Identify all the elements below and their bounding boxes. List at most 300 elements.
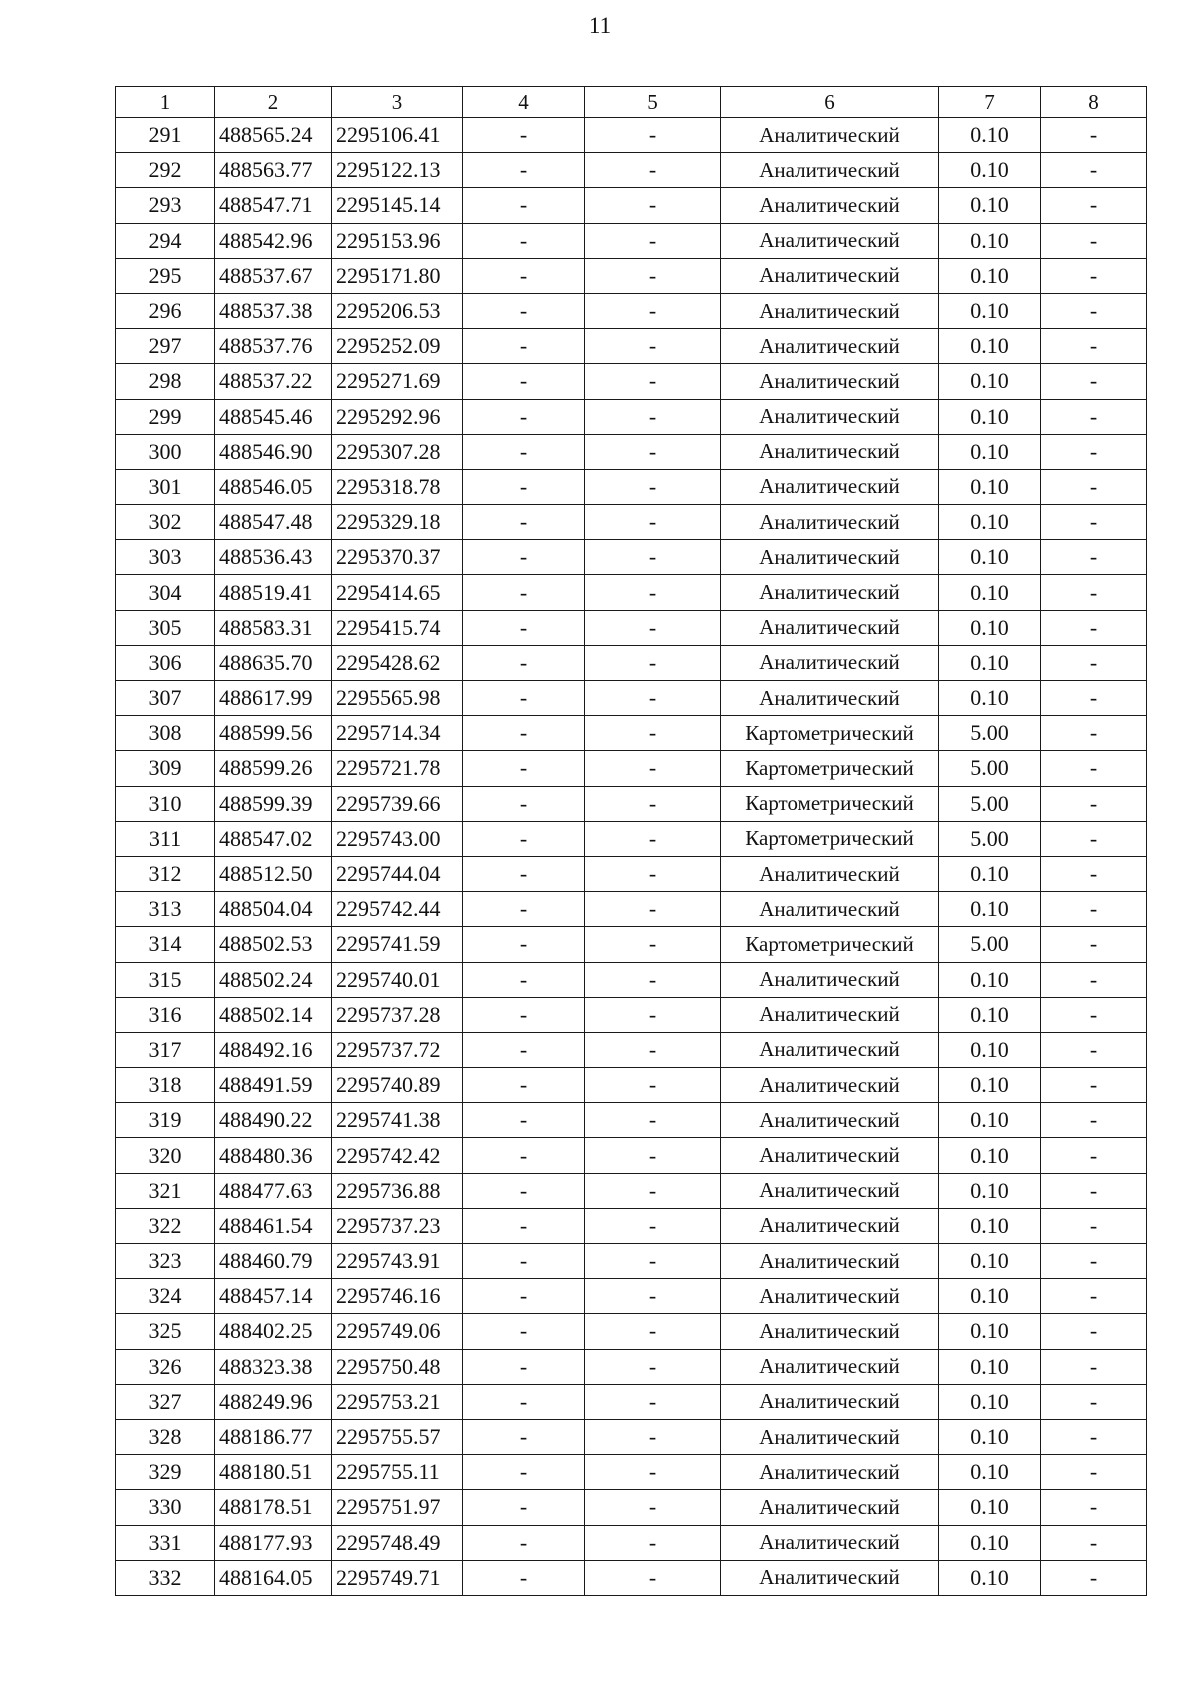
coord-x-cell: 488563.77 <box>215 153 332 188</box>
point-number-cell: 294 <box>116 223 215 258</box>
col5-cell: - <box>585 1138 721 1173</box>
col5-cell: - <box>585 1173 721 1208</box>
accuracy-cell: 0.10 <box>939 505 1041 540</box>
coord-x-cell: 488536.43 <box>215 540 332 575</box>
col4-cell: - <box>463 364 585 399</box>
column-header: 6 <box>721 87 939 118</box>
method-cell: Аналитический <box>721 469 939 504</box>
coord-x-cell: 488565.24 <box>215 118 332 153</box>
table-row <box>116 223 1147 258</box>
coord-y-cell: 2295740.01 <box>332 962 463 997</box>
col4-cell: - <box>463 329 585 364</box>
table-row <box>116 1173 1147 1208</box>
point-number-cell: 328 <box>116 1419 215 1454</box>
coord-y-cell: 2295714.34 <box>332 716 463 751</box>
method-cell: Аналитический <box>721 1455 939 1490</box>
col5-cell: - <box>585 681 721 716</box>
method-cell: Аналитический <box>721 1349 939 1384</box>
point-number-cell: 311 <box>116 821 215 856</box>
coord-x-cell: 488542.96 <box>215 223 332 258</box>
col8-cell: - <box>1041 540 1147 575</box>
point-number-cell: 293 <box>116 188 215 223</box>
table-row <box>116 856 1147 891</box>
method-cell: Аналитический <box>721 399 939 434</box>
method-cell: Аналитический <box>721 293 939 328</box>
point-number-cell: 315 <box>116 962 215 997</box>
col4-cell: - <box>463 540 585 575</box>
col8-cell: - <box>1041 1525 1147 1560</box>
accuracy-cell: 5.00 <box>939 751 1041 786</box>
coord-y-cell: 2295749.71 <box>332 1560 463 1595</box>
coord-y-cell: 2295739.66 <box>332 786 463 821</box>
col5-cell: - <box>585 1525 721 1560</box>
col4-cell: - <box>463 1314 585 1349</box>
coord-y-cell: 2295753.21 <box>332 1384 463 1419</box>
coord-y-cell: 2295749.06 <box>332 1314 463 1349</box>
col5-cell: - <box>585 153 721 188</box>
point-number-cell: 323 <box>116 1244 215 1279</box>
point-number-cell: 322 <box>116 1208 215 1243</box>
col5-cell: - <box>585 1314 721 1349</box>
col4-cell: - <box>463 188 585 223</box>
table-row <box>116 1208 1147 1243</box>
accuracy-cell: 0.10 <box>939 329 1041 364</box>
col8-cell: - <box>1041 223 1147 258</box>
col5-cell: - <box>585 786 721 821</box>
column-header: 1 <box>116 87 215 118</box>
table-row <box>116 293 1147 328</box>
column-header: 7 <box>939 87 1041 118</box>
col8-cell: - <box>1041 434 1147 469</box>
accuracy-cell: 5.00 <box>939 716 1041 751</box>
accuracy-cell: 0.10 <box>939 1244 1041 1279</box>
col4-cell: - <box>463 786 585 821</box>
point-number-cell: 308 <box>116 716 215 751</box>
accuracy-cell: 0.10 <box>939 1068 1041 1103</box>
coord-y-cell: 2295428.62 <box>332 645 463 680</box>
method-cell: Аналитический <box>721 1173 939 1208</box>
table-row <box>116 1244 1147 1279</box>
col4-cell: - <box>463 1419 585 1454</box>
table-row <box>116 821 1147 856</box>
point-number-cell: 302 <box>116 505 215 540</box>
column-header: 4 <box>463 87 585 118</box>
coord-y-cell: 2295153.96 <box>332 223 463 258</box>
point-number-cell: 291 <box>116 118 215 153</box>
table-row <box>116 1314 1147 1349</box>
accuracy-cell: 0.10 <box>939 1279 1041 1314</box>
col8-cell: - <box>1041 1208 1147 1243</box>
point-number-cell: 332 <box>116 1560 215 1595</box>
col8-cell: - <box>1041 786 1147 821</box>
method-cell: Аналитический <box>721 258 939 293</box>
table-row <box>116 258 1147 293</box>
col8-cell: - <box>1041 1032 1147 1067</box>
table-row <box>116 1419 1147 1454</box>
table-row <box>116 1068 1147 1103</box>
accuracy-cell: 0.10 <box>939 118 1041 153</box>
point-number-cell: 320 <box>116 1138 215 1173</box>
point-number-cell: 331 <box>116 1525 215 1560</box>
column-header: 5 <box>585 87 721 118</box>
col4-cell: - <box>463 892 585 927</box>
point-number-cell: 317 <box>116 1032 215 1067</box>
coord-x-cell: 488599.56 <box>215 716 332 751</box>
method-cell: Аналитический <box>721 223 939 258</box>
accuracy-cell: 0.10 <box>939 223 1041 258</box>
coord-x-cell: 488186.77 <box>215 1419 332 1454</box>
coord-y-cell: 2295122.13 <box>332 153 463 188</box>
col4-cell: - <box>463 681 585 716</box>
col5-cell: - <box>585 469 721 504</box>
col4-cell: - <box>463 575 585 610</box>
coord-y-cell: 2295755.57 <box>332 1419 463 1454</box>
table-row <box>116 997 1147 1032</box>
point-number-cell: 319 <box>116 1103 215 1138</box>
table-row <box>116 962 1147 997</box>
point-number-cell: 321 <box>116 1173 215 1208</box>
col8-cell: - <box>1041 364 1147 399</box>
coord-y-cell: 2295750.48 <box>332 1349 463 1384</box>
coord-y-cell: 2295743.00 <box>332 821 463 856</box>
coord-y-cell: 2295737.72 <box>332 1032 463 1067</box>
accuracy-cell: 0.10 <box>939 1208 1041 1243</box>
col8-cell: - <box>1041 1244 1147 1279</box>
col4-cell: - <box>463 223 585 258</box>
accuracy-cell: 0.10 <box>939 469 1041 504</box>
col5-cell: - <box>585 505 721 540</box>
coord-x-cell: 488249.96 <box>215 1384 332 1419</box>
col8-cell: - <box>1041 1173 1147 1208</box>
coord-x-cell: 488480.36 <box>215 1138 332 1173</box>
coord-y-cell: 2295751.97 <box>332 1490 463 1525</box>
table-row <box>116 892 1147 927</box>
column-header: 8 <box>1041 87 1147 118</box>
accuracy-cell: 0.10 <box>939 258 1041 293</box>
col4-cell: - <box>463 1349 585 1384</box>
col5-cell: - <box>585 821 721 856</box>
table-row <box>116 1032 1147 1067</box>
coord-y-cell: 2295292.96 <box>332 399 463 434</box>
col8-cell: - <box>1041 892 1147 927</box>
col8-cell: - <box>1041 821 1147 856</box>
coord-x-cell: 488512.50 <box>215 856 332 891</box>
col4-cell: - <box>463 997 585 1032</box>
point-number-cell: 305 <box>116 610 215 645</box>
col8-cell: - <box>1041 681 1147 716</box>
coord-x-cell: 488545.46 <box>215 399 332 434</box>
col4-cell: - <box>463 1384 585 1419</box>
col5-cell: - <box>585 997 721 1032</box>
col8-cell: - <box>1041 1349 1147 1384</box>
accuracy-cell: 0.10 <box>939 1419 1041 1454</box>
col5-cell: - <box>585 434 721 469</box>
accuracy-cell: 0.10 <box>939 575 1041 610</box>
point-number-cell: 304 <box>116 575 215 610</box>
table-row <box>116 399 1147 434</box>
col8-cell: - <box>1041 1138 1147 1173</box>
point-number-cell: 326 <box>116 1349 215 1384</box>
accuracy-cell: 0.10 <box>939 1032 1041 1067</box>
accuracy-cell: 0.10 <box>939 892 1041 927</box>
coord-x-cell: 488546.90 <box>215 434 332 469</box>
method-cell: Аналитический <box>721 892 939 927</box>
col4-cell: - <box>463 1068 585 1103</box>
col5-cell: - <box>585 1455 721 1490</box>
method-cell: Аналитический <box>721 118 939 153</box>
accuracy-cell: 0.10 <box>939 153 1041 188</box>
method-cell: Аналитический <box>721 329 939 364</box>
col5-cell: - <box>585 1490 721 1525</box>
accuracy-cell: 5.00 <box>939 821 1041 856</box>
method-cell: Аналитический <box>721 1314 939 1349</box>
accuracy-cell: 5.00 <box>939 786 1041 821</box>
method-cell: Аналитический <box>721 153 939 188</box>
col4-cell: - <box>463 505 585 540</box>
method-cell: Аналитический <box>721 188 939 223</box>
coord-y-cell: 2295742.44 <box>332 892 463 927</box>
coord-x-cell: 488164.05 <box>215 1560 332 1595</box>
coord-x-cell: 488504.04 <box>215 892 332 927</box>
method-cell: Аналитический <box>721 1138 939 1173</box>
coord-y-cell: 2295307.28 <box>332 434 463 469</box>
method-cell: Аналитический <box>721 681 939 716</box>
point-number-cell: 324 <box>116 1279 215 1314</box>
accuracy-cell: 0.10 <box>939 1384 1041 1419</box>
accuracy-cell: 0.10 <box>939 399 1041 434</box>
accuracy-cell: 0.10 <box>939 1103 1041 1138</box>
col4-cell: - <box>463 293 585 328</box>
point-number-cell: 316 <box>116 997 215 1032</box>
method-cell: Аналитический <box>721 434 939 469</box>
table-row <box>116 751 1147 786</box>
coord-y-cell: 2295271.69 <box>332 364 463 399</box>
point-number-cell: 318 <box>116 1068 215 1103</box>
method-cell: Аналитический <box>721 1208 939 1243</box>
point-number-cell: 292 <box>116 153 215 188</box>
coord-y-cell: 2295746.16 <box>332 1279 463 1314</box>
col8-cell: - <box>1041 575 1147 610</box>
coord-y-cell: 2295743.91 <box>332 1244 463 1279</box>
col5-cell: - <box>585 962 721 997</box>
point-number-cell: 307 <box>116 681 215 716</box>
accuracy-cell: 0.10 <box>939 1314 1041 1349</box>
col8-cell: - <box>1041 1455 1147 1490</box>
accuracy-cell: 0.10 <box>939 1173 1041 1208</box>
coord-y-cell: 2295748.49 <box>332 1525 463 1560</box>
table-row <box>116 118 1147 153</box>
accuracy-cell: 0.10 <box>939 1455 1041 1490</box>
col4-cell: - <box>463 821 585 856</box>
coord-y-cell: 2295318.78 <box>332 469 463 504</box>
col5-cell: - <box>585 716 721 751</box>
table-row <box>116 1138 1147 1173</box>
col4-cell: - <box>463 153 585 188</box>
table-row <box>116 927 1147 962</box>
coord-x-cell: 488617.99 <box>215 681 332 716</box>
col4-cell: - <box>463 645 585 680</box>
table-row <box>116 469 1147 504</box>
coord-x-cell: 488491.59 <box>215 1068 332 1103</box>
column-header: 2 <box>215 87 332 118</box>
coord-x-cell: 488502.53 <box>215 927 332 962</box>
col8-cell: - <box>1041 1384 1147 1419</box>
col4-cell: - <box>463 118 585 153</box>
coord-x-cell: 488599.26 <box>215 751 332 786</box>
accuracy-cell: 0.10 <box>939 610 1041 645</box>
col5-cell: - <box>585 927 721 962</box>
table-row <box>116 1349 1147 1384</box>
coord-x-cell: 488402.25 <box>215 1314 332 1349</box>
col4-cell: - <box>463 610 585 645</box>
coord-x-cell: 488323.38 <box>215 1349 332 1384</box>
col5-cell: - <box>585 1032 721 1067</box>
col4-cell: - <box>463 751 585 786</box>
coord-x-cell: 488477.63 <box>215 1173 332 1208</box>
col5-cell: - <box>585 258 721 293</box>
method-cell: Аналитический <box>721 1103 939 1138</box>
col4-cell: - <box>463 434 585 469</box>
page-number: 11 <box>588 13 612 38</box>
point-number-cell: 298 <box>116 364 215 399</box>
col4-cell: - <box>463 716 585 751</box>
col4-cell: - <box>463 1279 585 1314</box>
method-cell: Аналитический <box>721 997 939 1032</box>
point-number-cell: 314 <box>116 927 215 962</box>
accuracy-cell: 0.10 <box>939 962 1041 997</box>
col5-cell: - <box>585 329 721 364</box>
point-number-cell: 297 <box>116 329 215 364</box>
accuracy-cell: 0.10 <box>939 1525 1041 1560</box>
point-number-cell: 329 <box>116 1455 215 1490</box>
col8-cell: - <box>1041 153 1147 188</box>
method-cell: Аналитический <box>721 1032 939 1067</box>
col5-cell: - <box>585 364 721 399</box>
col5-cell: - <box>585 1384 721 1419</box>
point-number-cell: 312 <box>116 856 215 891</box>
coord-x-cell: 488546.05 <box>215 469 332 504</box>
accuracy-cell: 0.10 <box>939 1490 1041 1525</box>
coord-y-cell: 2295740.89 <box>332 1068 463 1103</box>
coord-y-cell: 2295415.74 <box>332 610 463 645</box>
coord-x-cell: 488599.39 <box>215 786 332 821</box>
coord-x-cell: 488547.02 <box>215 821 332 856</box>
accuracy-cell: 5.00 <box>939 927 1041 962</box>
col8-cell: - <box>1041 927 1147 962</box>
method-cell: Аналитический <box>721 1384 939 1419</box>
table-row <box>116 610 1147 645</box>
col5-cell: - <box>585 856 721 891</box>
coord-y-cell: 2295742.42 <box>332 1138 463 1173</box>
coord-y-cell: 2295744.04 <box>332 856 463 891</box>
col8-cell: - <box>1041 1279 1147 1314</box>
col8-cell: - <box>1041 856 1147 891</box>
point-number-cell: 325 <box>116 1314 215 1349</box>
coord-y-cell: 2295721.78 <box>332 751 463 786</box>
coord-x-cell: 488537.67 <box>215 258 332 293</box>
col5-cell: - <box>585 610 721 645</box>
coord-y-cell: 2295106.41 <box>332 118 463 153</box>
point-number-cell: 303 <box>116 540 215 575</box>
method-cell: Картометрический <box>721 927 939 962</box>
point-number-cell: 306 <box>116 645 215 680</box>
table-row <box>116 540 1147 575</box>
point-number-cell: 299 <box>116 399 215 434</box>
coord-y-cell: 2295329.18 <box>332 505 463 540</box>
col4-cell: - <box>463 1560 585 1595</box>
table-row <box>116 786 1147 821</box>
col4-cell: - <box>463 1103 585 1138</box>
col8-cell: - <box>1041 1419 1147 1454</box>
coord-x-cell: 488178.51 <box>215 1490 332 1525</box>
col4-cell: - <box>463 1208 585 1243</box>
point-number-cell: 300 <box>116 434 215 469</box>
coord-x-cell: 488537.22 <box>215 364 332 399</box>
col4-cell: - <box>463 258 585 293</box>
method-cell: Аналитический <box>721 1490 939 1525</box>
col5-cell: - <box>585 1560 721 1595</box>
col5-cell: - <box>585 223 721 258</box>
col8-cell: - <box>1041 1490 1147 1525</box>
table-row <box>116 505 1147 540</box>
col5-cell: - <box>585 1244 721 1279</box>
col4-cell: - <box>463 399 585 434</box>
table-row <box>116 1560 1147 1595</box>
col4-cell: - <box>463 1455 585 1490</box>
col5-cell: - <box>585 399 721 434</box>
col5-cell: - <box>585 1279 721 1314</box>
point-number-cell: 327 <box>116 1384 215 1419</box>
method-cell: Аналитический <box>721 645 939 680</box>
coord-x-cell: 488457.14 <box>215 1279 332 1314</box>
method-cell: Аналитический <box>721 575 939 610</box>
accuracy-cell: 0.10 <box>939 1560 1041 1595</box>
table-row <box>116 681 1147 716</box>
coord-x-cell: 488502.24 <box>215 962 332 997</box>
coord-x-cell: 488461.54 <box>215 1208 332 1243</box>
point-number-cell: 310 <box>116 786 215 821</box>
accuracy-cell: 0.10 <box>939 188 1041 223</box>
method-cell: Картометрический <box>721 821 939 856</box>
col5-cell: - <box>585 293 721 328</box>
method-cell: Аналитический <box>721 540 939 575</box>
coord-y-cell: 2295736.88 <box>332 1173 463 1208</box>
method-cell: Аналитический <box>721 1244 939 1279</box>
coordinates-table <box>115 86 1147 1596</box>
col4-cell: - <box>463 856 585 891</box>
coord-x-cell: 488547.48 <box>215 505 332 540</box>
col5-cell: - <box>585 1349 721 1384</box>
table-body <box>116 118 1147 1596</box>
col5-cell: - <box>585 645 721 680</box>
accuracy-cell: 0.10 <box>939 997 1041 1032</box>
col4-cell: - <box>463 962 585 997</box>
accuracy-cell: 0.10 <box>939 1349 1041 1384</box>
col8-cell: - <box>1041 293 1147 328</box>
table-row <box>116 434 1147 469</box>
coord-y-cell: 2295741.59 <box>332 927 463 962</box>
table-row <box>116 1525 1147 1560</box>
coord-y-cell: 2295737.28 <box>332 997 463 1032</box>
col5-cell: - <box>585 1419 721 1454</box>
col5-cell: - <box>585 575 721 610</box>
col5-cell: - <box>585 1208 721 1243</box>
coord-x-cell: 488537.76 <box>215 329 332 364</box>
col8-cell: - <box>1041 469 1147 504</box>
coord-y-cell: 2295145.14 <box>332 188 463 223</box>
col8-cell: - <box>1041 610 1147 645</box>
coord-x-cell: 488177.93 <box>215 1525 332 1560</box>
